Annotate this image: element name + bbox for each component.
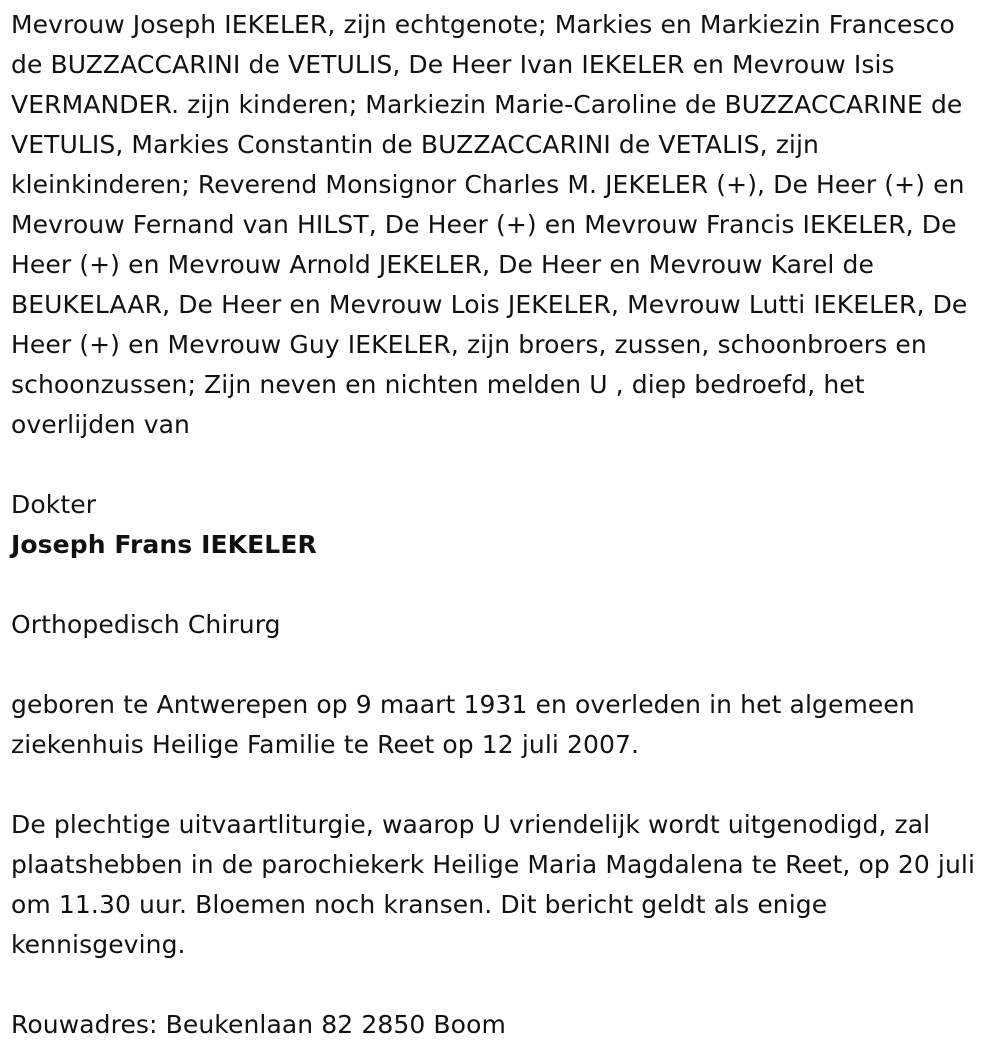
death-announcement	[11, 5, 991, 1045]
spacer	[11, 565, 991, 605]
family-paragraph: Mevrouw Joseph IEKELER, zijn echtgenote; Markies en Markiezin Francesco de BUZZACCARINI de VETULIS, De Heer Ivan IEKELER en Mevrouw Isis VERMANDER. zijn kinderen; Markiezin Marie-Caroline de BUZZACCARINE de VETULIS, Markies Constantin de BUZZACCARINI de VETALIS, zijn kleinkinderen; Reverend Monsignor Charles M. JEKELER (+), De Heer (+) en Mevrouw Fernand van HILST, De Heer (+) en Mevrouw Francis IEKELER, De Heer (+) en Mevrouw Arnold JEKELER, De Heer en Mevrouw Karel de BEUKELAAR, De Heer en Mevrouw Lois JEKELER, Mevrouw Lutti IEKELER, De Heer (+) en Mevrouw Guy IEKELER, zijn broers, zussen, schoonbroers en schoonzussen; Zijn neven en nichten melden U , diep bedroefd, het overlijden van	[11, 10, 968, 439]
spacer	[11, 965, 991, 1005]
profession: Orthopedisch Chirurg	[11, 610, 281, 639]
spacer	[11, 445, 991, 485]
funeral-paragraph: De plechtige uitvaartliturgie, waarop U vriendelijk wordt uitgenodigd, zal plaatshebben in de parochiekerk Heilige Maria Magdalena te Reet, op 20 juli om 11.30 uur. Bloemen noch kransen. Dit bericht geldt als enige kennisgeving.	[11, 810, 976, 959]
mourning-address: Rouwadres: Beukenlaan 82 2850 Boom	[11, 1010, 506, 1039]
honorific-title: Dokter	[11, 490, 97, 519]
spacer	[11, 765, 991, 805]
birth-death-paragraph: geboren te Antwerepen op 9 maart 1931 en overleden in het algemeen ziekenhuis Heilige Familie te Reet op 12 juli 2007.	[11, 690, 915, 759]
spacer	[11, 645, 991, 685]
deceased-name: Joseph Frans IEKELER	[11, 530, 317, 559]
